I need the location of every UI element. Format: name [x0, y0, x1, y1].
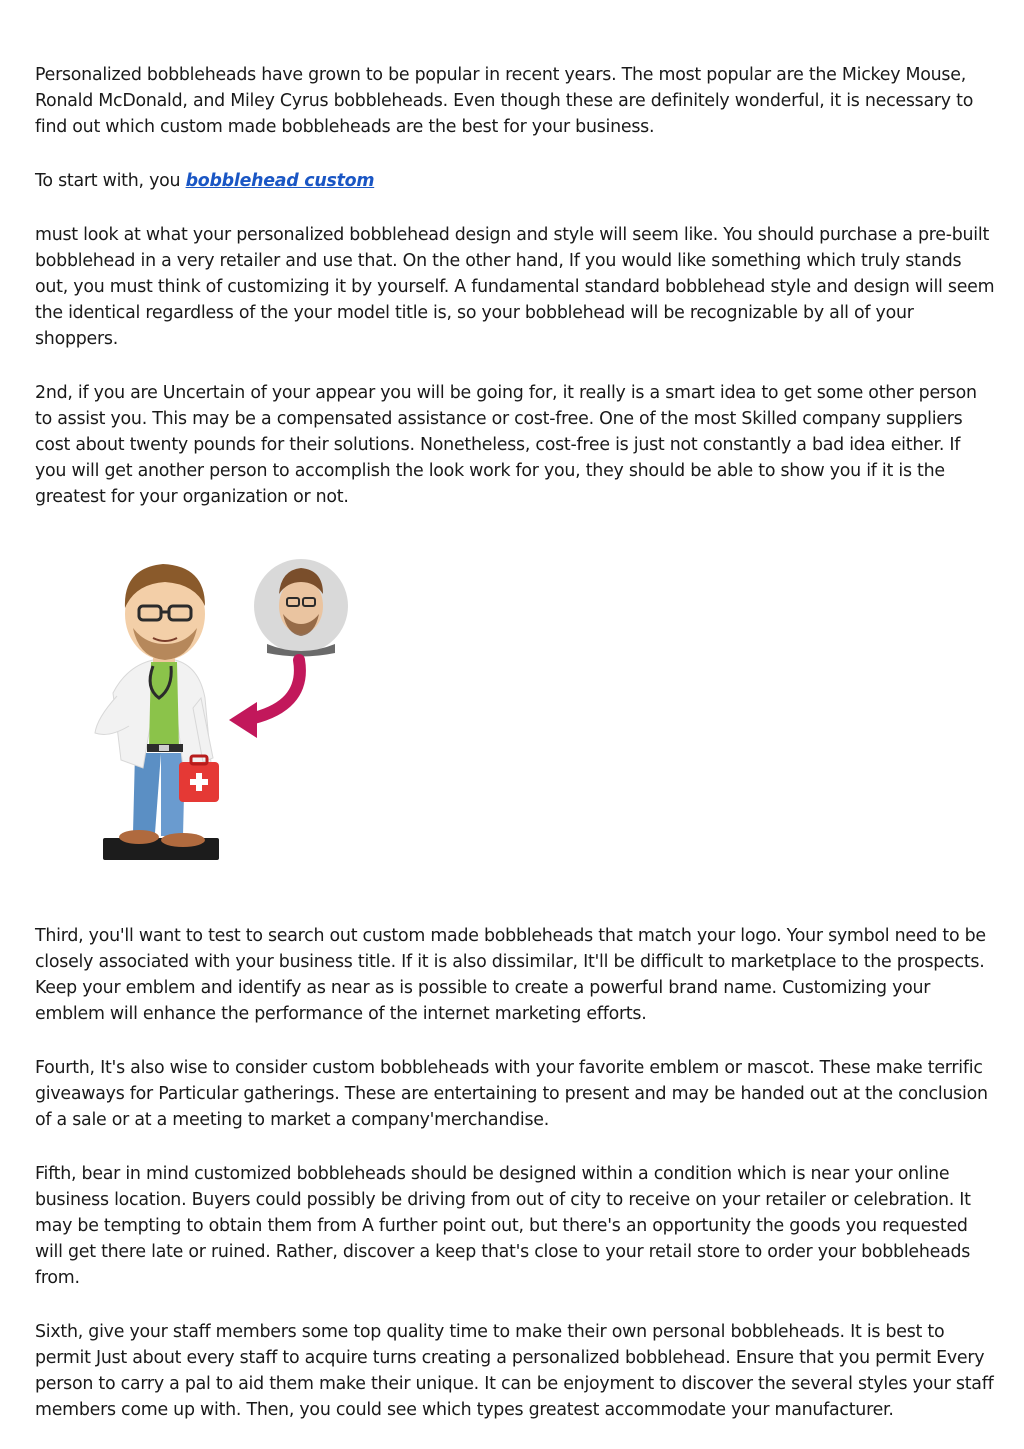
bobblehead-custom-link[interactable]: bobblehead custom	[185, 171, 375, 191]
paragraph-third: Third, you'll want to test to search out custom made bobbleheads that match your logo. Your symbol need to be closely associated with your business title. If it is also dissimilar, It'll be difficult to marketplace to the prospects. Keep your emblem and identify as near as is possible to create a powerful brand name. Customizing your emblem will enhance the performance of the internet marketing efforts.	[35, 926, 986, 1024]
paragraph-fifth: Fifth, bear in mind customized bobbleheads should be designed within a condition which is near your online business location. Buyers could possibly be driving from out of city to receive on your retailer or celebration. It may be tempting to obtain them from A further point out, but there's an opportunity the goods you requested will get there late or ruined. Rather, discover a keep that's close to your retail store to order your bobbleheads from.	[35, 1164, 971, 1288]
paragraph-start-text: To start with, you	[35, 171, 186, 191]
bobblehead-image	[35, 548, 380, 893]
paragraph-sixth: Sixth, give your staff members some top quality time to make their own personal bobbleheads. It is best to permit Just about every staff to acquire turns creating a personalized bobblehead. Ensure that you permit Every person to carry a pal to aid them make their unique. It can be enjoyment to discover the several styles your staff members come up with. Then, you could see which types greatest accommodate your manufacturer.	[35, 1322, 994, 1420]
paragraph-second: 2nd, if you are Uncertain of your appear you will be going for, it really is a smart idea to get some other person to assist you. This may be a compensated assistance or cost-free. One of the most Skilled company suppliers cost about twenty pounds for their solutions. Nonetheless, cost-free is just not constantly a bad idea either. If you will get another person to accomplish the look work for you, they should be able to show you if it is the greatest for your organization or not.	[35, 383, 977, 507]
paragraph-intro: Personalized bobbleheads have grown to be popular in recent years. The most popular are the Mickey Mouse, Ronald McDonald, and Miley Cyrus bobbleheads. Even though these are definitely wonderful, it is necessary to find out which custom made bobbleheads are the best for your business.	[35, 65, 974, 137]
paragraph-fourth: Fourth, It's also wise to consider custom bobbleheads with your favorite emblem or mascot. These make terrific giveaways for Particular gatherings. These are entertaining to present and may be handed out at the conclusion of a sale or at a meeting to market a company'merchandise.	[35, 1058, 988, 1130]
bobblehead-doctor-figure-icon	[35, 548, 380, 893]
paragraph-start	[35, 168, 995, 194]
paragraph-design: must look at what your personalized bobblehead design and style will seem like. You should purchase a pre-built bobblehead in a very retailer and use that. On the other hand, If you would like something which truly stands out, you must think of customizing it by yourself. A fundamental standard bobblehead style and design will seem the identical regardless of the your model title is, so your bobblehead will be recognizable by all of your shoppers.	[35, 225, 995, 349]
article	[35, 62, 995, 1423]
